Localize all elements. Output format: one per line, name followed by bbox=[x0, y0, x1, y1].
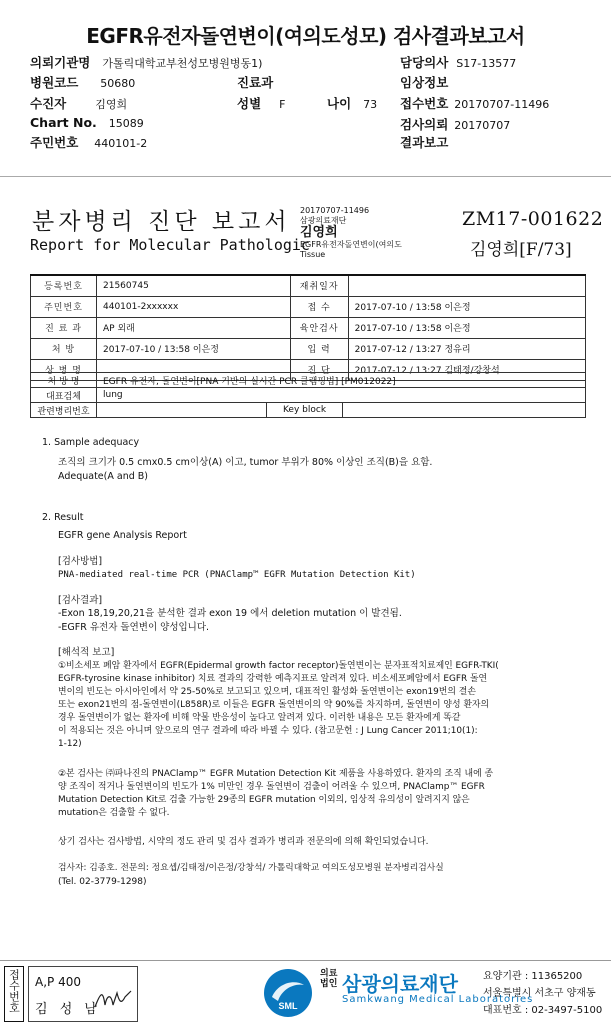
interpretation-paragraph-2 bbox=[58, 768, 578, 820]
interp-p1-line: ①비소세포 폐암 환자에서 EGFR(Epidermal growth factor receptor)돌연변이는 분자표적치료제인 EGFR-TKI( bbox=[58, 661, 499, 671]
dept-label: 진료과 bbox=[237, 75, 274, 90]
row-label: 처 방 bbox=[31, 338, 97, 359]
barcode-specimen: Tissue bbox=[300, 250, 326, 259]
result-title: 2. Result bbox=[42, 512, 84, 523]
report-title-korean: 분자병리 진단 보고서 bbox=[32, 209, 291, 235]
row-value-right: 2017-07-10 / 13:58 이은정 bbox=[348, 296, 585, 317]
row-value: AP 외래 bbox=[97, 317, 291, 338]
chart-label: Chart No. bbox=[30, 115, 97, 130]
result-line1: -Exon 18,19,20,21을 분석한 결과 exon 19 에서 deletion mutation 이 발견됨. bbox=[58, 608, 402, 619]
interpretation-paragraph-1 bbox=[58, 660, 578, 751]
row-label: 상 병 명 bbox=[31, 359, 97, 380]
interpretation-heading: [해석적 보고] bbox=[58, 647, 115, 658]
sample-adequacy-title: 1. Sample adequacy bbox=[42, 437, 140, 448]
barcode-org: 삼광의료재단 bbox=[300, 216, 347, 225]
interp-p1-line: EGFR-tyrosine kinase inhibitor) 치료 결과의 강력한 예측지표로 알려져 있다. 비소세포폐암에서 EGFR 돌연 bbox=[58, 674, 488, 684]
interp-p2-line: ②본 검사는 ㈜파나진의 PNAClamp™ EGFR Mutation Detection Kit 제품을 사용하였다. 환자의 조직 내에 종 bbox=[58, 769, 494, 779]
doctor-row bbox=[400, 53, 516, 71]
hospital-code-row bbox=[30, 73, 135, 91]
receipt-row bbox=[400, 94, 549, 112]
barcode-patient-name: 김영희 bbox=[300, 225, 338, 240]
interp-p1-line: 또는 exon21번의 점-돌연변이(L858R)로 이들은 EGFR 돌연변이의 약 90%를 차지하며, 돌연변이 양성 환자의 bbox=[58, 700, 490, 710]
specimen-value: lung bbox=[97, 388, 586, 403]
doctor-value: S17-13577 bbox=[456, 57, 517, 70]
request-label: 검사의뢰 bbox=[400, 117, 449, 132]
id-value: 440101-2 bbox=[94, 137, 148, 150]
result-report-label: 결과보고 bbox=[400, 135, 449, 150]
barcode-label bbox=[300, 206, 402, 260]
row-label-right: 진 단 bbox=[290, 359, 348, 380]
row-value: 21560745 bbox=[97, 275, 291, 296]
order-value: EGFR 유전자, 돌연변이[PNA 기반의 실시간 PCR 클램핑법] [PM012022] bbox=[97, 373, 586, 388]
contact-facility-code: 요양기관 : 11365200 bbox=[483, 971, 583, 982]
receipt-label: 접수번호 bbox=[400, 96, 449, 111]
interp-p1-line: 1-12) bbox=[58, 739, 82, 749]
sex-row bbox=[237, 94, 285, 112]
registration-row bbox=[31, 317, 586, 338]
signer-line: 검사자: 김종호. 전문의: 정요셉/김태정/이은정/강창석/ 가톨릭대학교 여의도성모병원 분자병리검사실 bbox=[58, 863, 444, 873]
age-label: 나이 bbox=[327, 96, 352, 111]
signature-icon bbox=[93, 987, 133, 1013]
contact-info bbox=[483, 968, 602, 1019]
sample-adequacy-line2: Adequate(A and B) bbox=[58, 471, 148, 482]
header-divider bbox=[0, 176, 611, 177]
hospital-code-value: 50680 bbox=[100, 77, 136, 90]
order-label: 처 방 명 bbox=[31, 373, 97, 388]
row-value-right: 2017-07-10 / 13:58 이은정 bbox=[348, 317, 585, 338]
order-table bbox=[30, 372, 586, 418]
id-label: 주민번호 bbox=[30, 135, 79, 150]
footer-divider bbox=[0, 960, 611, 961]
interp-p1-line: 이 적용되는 것은 아니며 앞으로의 연구 결과에 따라 바뀔 수 있다. (참고문헌 : J Lung Cancer 2011;10(1): bbox=[58, 726, 478, 736]
row-value: 440101-2xxxxxx bbox=[97, 296, 291, 317]
report-title: EGFR유전자돌연변이(여의도성모) 검사결과보고서 bbox=[86, 24, 525, 48]
row-label-right: 접 수 bbox=[290, 296, 348, 317]
contact-address: 서울특별시 서초구 양재동 bbox=[483, 988, 596, 999]
patient-value: 김영희 bbox=[95, 98, 128, 111]
doctor-label: 담당의사 bbox=[400, 55, 449, 70]
barcode-test: EGFR유전자돌연변이(여의도 bbox=[300, 240, 402, 249]
keyblock-value bbox=[343, 403, 586, 418]
interp-p2-line: Mutation Detection Kit로 검출 가능한 29종의 EGFR mutation 이외의, 임상적 유의성이 알려지지 않은 bbox=[58, 795, 470, 805]
interp-p2-line: 양 조직이 적거나 돌연변이의 빈도가 1% 미만인 경우 돌연변이 검출이 어려울 수 있으며, PNAClamp™ EGFR bbox=[58, 782, 485, 792]
registration-number: ZM17-001622 bbox=[462, 208, 604, 230]
signature-box-line2: 김 성 남 bbox=[35, 1002, 101, 1017]
patient-label: 수진자 bbox=[30, 96, 67, 111]
row-label-right: 입 력 bbox=[290, 338, 348, 359]
dept-row bbox=[237, 73, 273, 91]
row-value: 2017-07-10 / 13:58 이은정 bbox=[97, 338, 291, 359]
related-value bbox=[97, 403, 267, 418]
specimen-label: 대표검체 bbox=[31, 388, 97, 403]
id-row bbox=[30, 133, 147, 151]
chart-row bbox=[30, 115, 144, 130]
result-heading: [검사결과] bbox=[58, 595, 103, 606]
row-label-right: 육안검사 bbox=[290, 317, 348, 338]
signature-box bbox=[28, 966, 138, 1022]
related-label: 관련병리번호 bbox=[31, 403, 97, 418]
result-subtitle: EGFR gene Analysis Report bbox=[58, 530, 187, 541]
clinical-info-row bbox=[400, 73, 448, 91]
keyblock-label: Key block bbox=[267, 403, 343, 418]
interp-p1-line: 변이의 빈도는 아시아인에서 약 25-50%로 보고되고 있으며, 대표적인 활성화 돌연변이는 exon19번의 결손 bbox=[58, 687, 476, 697]
row-label: 등록번호 bbox=[31, 275, 97, 296]
row-value-right: 2017-07-12 / 13:27 정유리 bbox=[348, 338, 585, 359]
receipt-value: 20170707-11496 bbox=[454, 98, 550, 111]
patient-tag: 김영희[F/73] bbox=[470, 240, 572, 260]
chart-value: 15089 bbox=[108, 117, 144, 130]
barcode-number: 20170707-11496 bbox=[300, 206, 370, 215]
stamp-text: 접수번호 bbox=[7, 969, 21, 1013]
registration-table bbox=[30, 274, 586, 381]
institution-value: 가톨릭대학교부천성모병원병동1) bbox=[102, 57, 263, 70]
org-english-name: Samkwang Medical Laboratories bbox=[342, 994, 534, 1005]
row-label: 주민번호 bbox=[31, 296, 97, 317]
row-value-right: 2017-07-12 / 13:27 김태정/강창석 bbox=[348, 359, 585, 380]
method-text: PNA-mediated real-time PCR (PNAClamp™ EGFR Mutation Detection Kit) bbox=[58, 570, 416, 580]
sex-label: 성별 bbox=[237, 96, 262, 111]
receipt-stamp bbox=[4, 966, 24, 1022]
interp-p1-line: 경우 돌연변이가 없는 환자에 비해 약물 반응성이 높다고 알려져 있다. 이러한 내용은 모든 환자에게 똑같 bbox=[58, 713, 461, 723]
result-report-row bbox=[400, 133, 448, 151]
result-line2: -EGFR 유전자 돌연변이 양성입니다. bbox=[58, 622, 210, 633]
clinical-info-label: 임상정보 bbox=[400, 75, 449, 90]
confirmation-statement: 상기 검사는 검사방법, 시약의 정도 관리 및 검사 결과가 병리과 전문의에 의해 확인되었습니다. bbox=[58, 837, 429, 847]
logo-text: SML bbox=[278, 1001, 298, 1011]
sample-adequacy-line1: 조직의 크기가 0.5 cmx0.5 cm이상(A) 이고, tumor 부위가 80% 이상인 조직(B)을 요함. bbox=[58, 457, 433, 468]
age-row bbox=[327, 94, 377, 112]
registration-row bbox=[31, 296, 586, 317]
age-value: 73 bbox=[363, 98, 378, 111]
signature-box-line1: A,P 400 bbox=[35, 975, 81, 989]
institution-row bbox=[30, 53, 262, 71]
tel-line: (Tel. 02-3779-1298) bbox=[58, 877, 147, 887]
row-label-right: 재취일자 bbox=[290, 275, 348, 296]
hospital-code-label: 병원코드 bbox=[30, 75, 79, 90]
registration-row bbox=[31, 338, 586, 359]
request-row bbox=[400, 115, 510, 133]
patient-row bbox=[30, 94, 127, 112]
org-prefix: 의료 법인 bbox=[320, 969, 338, 989]
request-value: 20170707 bbox=[454, 119, 511, 132]
interp-p2-line: mutation은 검출할 수 없다. bbox=[58, 808, 170, 818]
row-label: 진 료 과 bbox=[31, 317, 97, 338]
report-title-english: Report for Molecular Pathologic bbox=[30, 236, 310, 254]
org-name: 삼광의료재단 bbox=[342, 972, 458, 996]
registration-row bbox=[31, 275, 586, 296]
contact-phone: 대표번호 : 02-3497-5100 bbox=[483, 1005, 603, 1016]
sex-value: F bbox=[279, 98, 286, 111]
institution-label: 의뢰기관명 bbox=[30, 55, 91, 70]
row-value-right bbox=[348, 275, 585, 296]
method-heading: [검사방법] bbox=[58, 556, 103, 567]
sml-logo-icon bbox=[264, 969, 312, 1017]
